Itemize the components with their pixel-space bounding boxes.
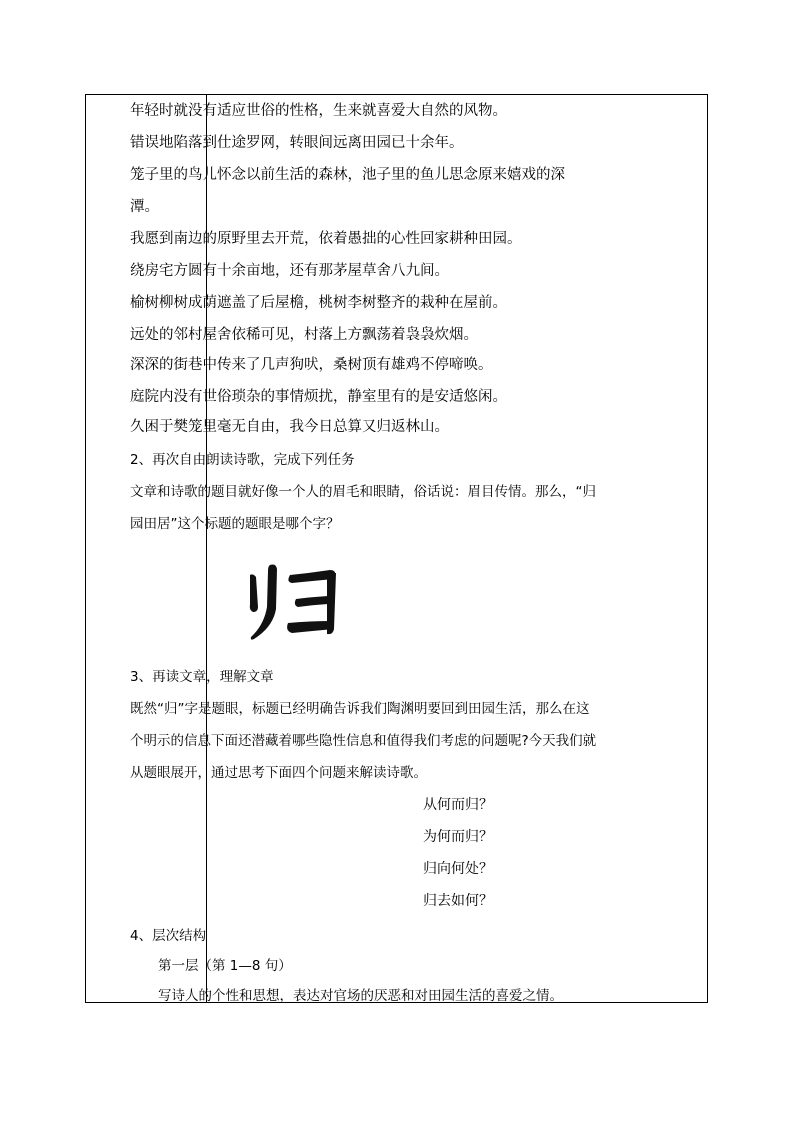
task3-text-1: 既然“归”字是题眼，标题已经明确告诉我们陶渊明要回到田园生活，那么在这 bbox=[130, 701, 590, 717]
poem-line-10: 久困于樊笼里毫无自由，我今日总算又归返林山。 bbox=[130, 419, 449, 435]
task2-heading: 2、再次自由朗读诗歌，完成下列任务 bbox=[130, 452, 355, 468]
question-1: 从何而归？ bbox=[423, 797, 493, 813]
task3-text-3: 从题眼展开，通过思考下面四个问题来解读诗歌。 bbox=[130, 765, 427, 781]
poem-line-8: 深深的街巷中传来了几声狗吠，桑树顶有雄鸡不停啼唤。 bbox=[130, 357, 493, 373]
calligraphy-char-gui bbox=[240, 555, 350, 645]
question-3: 归向何处？ bbox=[423, 861, 493, 877]
layer1-title: 第一层（第 1—8 句） bbox=[158, 958, 292, 974]
poem-line-3-cont: 潭。 bbox=[130, 199, 159, 215]
poem-line-9: 庭院内没有世俗琐杂的事情烦扰，静室里有的是安适悠闲。 bbox=[130, 389, 507, 405]
poem-line-1: 年轻时就没有适应世俗的性格，生来就喜爱大自然的风物。 bbox=[130, 103, 507, 119]
poem-line-6: 榆树柳树成荫遮盖了后屋檐，桃树李树整齐的栽种在屋前。 bbox=[130, 295, 507, 311]
poem-line-7: 远处的邻村屋舍依稀可见，村落上方飘荡着袅袅炊烟。 bbox=[130, 327, 478, 343]
calligraphy-char-gui-svg bbox=[240, 555, 350, 645]
layer1-text: 写诗人的个性和思想，表达对官场的厌恶和对田园生活的喜爱之情。 bbox=[158, 988, 563, 1004]
question-2: 为何而归？ bbox=[423, 829, 493, 845]
task2-text-2: 园田居”这个标题的题眼是哪个字？ bbox=[130, 516, 340, 532]
task2-text-1: 文章和诗歌的题目就好像一个人的眉毛和眼睛，俗话说：眉目传情。那么，“归 bbox=[130, 484, 596, 500]
poem-line-5: 绕房宅方圆有十余亩地，还有那茅屋草舍八九间。 bbox=[130, 263, 449, 279]
task3-heading: 3、再读文章，理解文章 bbox=[130, 669, 274, 685]
poem-line-4: 我愿到南边的原野里去开荒，依着愚拙的心性回家耕种田园。 bbox=[130, 231, 522, 247]
task4-heading: 4、层次结构 bbox=[130, 928, 207, 944]
task3-text-2: 个明示的信息下面还潜藏着哪些隐性信息和值得我们考虑的问题呢?今天我们就 bbox=[130, 733, 597, 749]
poem-line-2: 错误地陷落到仕途罗网，转眼间远离田园已十余年。 bbox=[130, 135, 464, 151]
question-4: 归去如何？ bbox=[423, 893, 493, 909]
poem-line-3: 笼子里的鸟儿怀念以前生活的森林，池子里的鱼儿思念原来嬉戏的深 bbox=[130, 167, 565, 183]
